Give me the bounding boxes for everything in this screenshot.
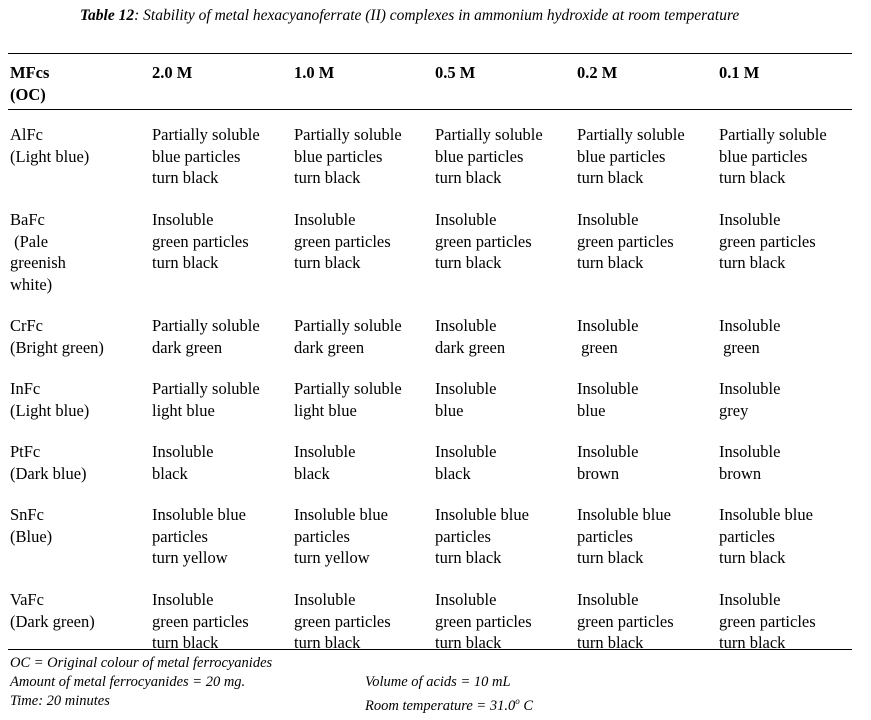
header-rule <box>8 109 852 110</box>
room-temp-prefix: Room temperature = 31.0 <box>365 697 516 714</box>
table-cell: Insoluble blue particles turn yellow <box>294 505 388 567</box>
header-concentration: 1.0 M <box>294 63 335 82</box>
table-cell: Insoluble green particles turn black <box>719 590 816 652</box>
room-temp-degree: o <box>515 696 520 706</box>
table-cell: Partially soluble dark green <box>152 316 260 357</box>
table-caption <box>80 7 739 25</box>
table-cell: Insoluble green particles turn black <box>577 590 674 652</box>
table-cell: Insoluble blue particles turn black <box>577 505 671 567</box>
table-cell: Insoluble dark green <box>435 316 506 357</box>
table-cell: Partially soluble blue particles turn black <box>577 125 685 187</box>
header-concentration: 0.1 M <box>719 63 760 82</box>
table-cell: Insoluble black <box>152 442 214 483</box>
row-metal-label: AlFc (Light blue) <box>10 125 90 166</box>
row-metal-label: BaFc (Pale greenish white) <box>10 210 66 294</box>
header-concentration: 2.0 M <box>152 63 193 82</box>
footnote-amount: Amount of metal ferrocyanides = 20 mg. <box>10 674 246 690</box>
table-cell: Partially soluble blue particles turn black <box>719 125 827 187</box>
row-metal-label: VaFc (Dark green) <box>10 590 95 631</box>
top-rule <box>8 53 852 54</box>
table-cell: Partially soluble dark green <box>294 316 402 357</box>
row-metal-label: SnFc (Blue) <box>10 505 53 546</box>
table-cell: Insoluble blue particles turn black <box>719 505 813 567</box>
footnote-volume: Volume of acids = 10 mL <box>365 674 511 690</box>
table-cell: Insoluble blue particles turn yellow <box>152 505 246 567</box>
table-cell: Insoluble green <box>577 316 639 357</box>
table-cell: Insoluble green particles turn black <box>294 210 391 272</box>
table-cell: Partially soluble blue particles turn black <box>294 125 402 187</box>
table-cell: Insoluble brown <box>577 442 639 483</box>
table-cell: Insoluble green particles turn black <box>577 210 674 272</box>
header-concentration: 0.5 M <box>435 63 476 82</box>
header-concentration: 0.2 M <box>577 63 618 82</box>
table-cell: Insoluble green particles turn black <box>152 210 249 272</box>
table-cell: Insoluble black <box>294 442 356 483</box>
row-metal-label: InFc (Light blue) <box>10 379 90 420</box>
table-cell: Insoluble green particles turn black <box>152 590 249 652</box>
table-cell: Insoluble green particles turn black <box>294 590 391 652</box>
footnote-room-temp <box>365 692 533 716</box>
table-cell: Insoluble brown <box>719 442 781 483</box>
table-cell: Insoluble green particles turn black <box>719 210 816 272</box>
footnote-time: Time: 20 minutes <box>10 693 110 709</box>
footnote-oc: OC = Original colour of metal ferrocyanides <box>10 655 273 671</box>
table-cell: Insoluble green particles turn black <box>435 590 532 652</box>
table-cell: Insoluble grey <box>719 379 781 420</box>
table-cell: Insoluble black <box>435 442 497 483</box>
table-cell: Insoluble green <box>719 316 781 357</box>
header-metal-column: MFcs (OC) <box>10 63 50 104</box>
row-metal-label: CrFc (Bright green) <box>10 316 104 357</box>
table-cell: Partially soluble blue particles turn black <box>152 125 260 187</box>
table-cell: Insoluble blue <box>577 379 639 420</box>
table-cell: Insoluble blue <box>435 379 497 420</box>
table-cell: Insoluble green particles turn black <box>435 210 532 272</box>
table-caption-text: : Stability of metal hexacyanoferrate (II) complexes in ammonium hydroxide at room temperature <box>134 7 740 24</box>
row-metal-label: PtFc (Dark blue) <box>10 442 87 483</box>
room-temp-unit: C <box>519 697 533 714</box>
table-cell: Partially soluble light blue <box>152 379 260 420</box>
table-cell: Insoluble blue particles turn black <box>435 505 529 567</box>
table-cell: Partially soluble blue particles turn black <box>435 125 543 187</box>
table-cell: Partially soluble light blue <box>294 379 402 420</box>
table-label: Table 12 <box>80 7 135 24</box>
